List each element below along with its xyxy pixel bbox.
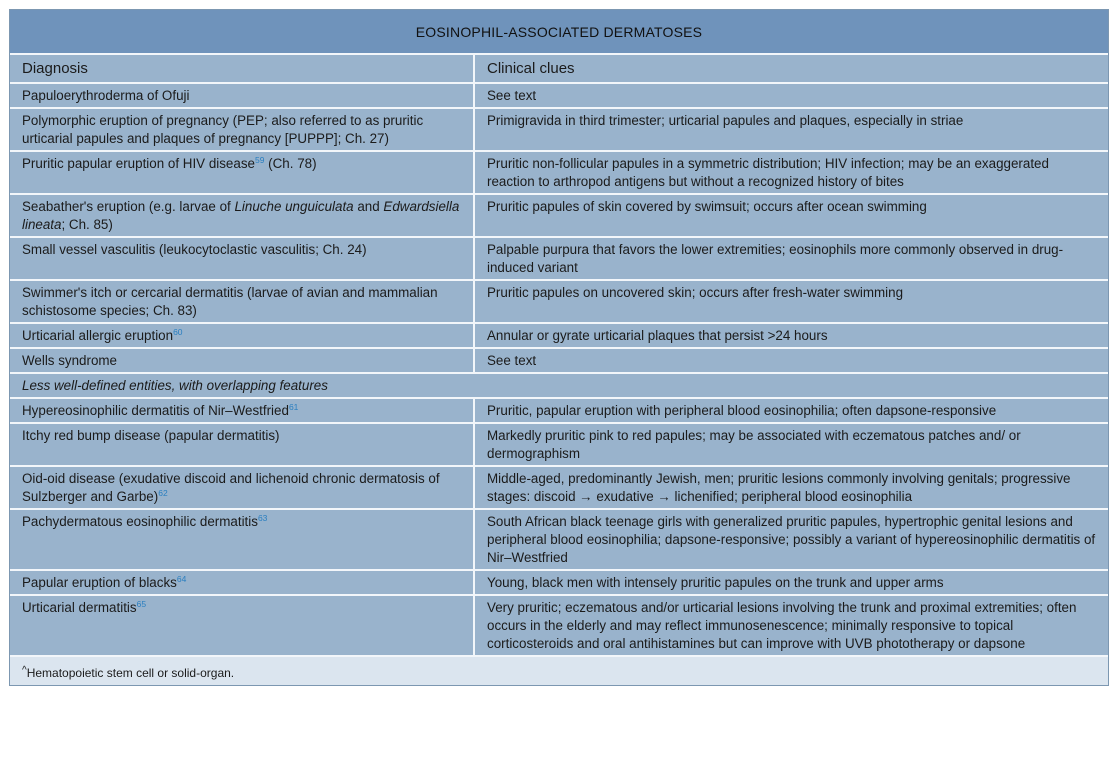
table-row: [10, 595, 1108, 656]
dermatoses-table: [10, 55, 1108, 657]
table-title: EOSINOPHIL-ASSOCIATED DERMATOSES: [10, 10, 1108, 55]
footnote: [10, 657, 1108, 685]
diagnosis-cell: [10, 151, 474, 194]
subheading-row: [10, 373, 1108, 398]
reference-link[interactable]: 62: [158, 488, 168, 498]
diagnosis-text: Papular eruption of blacks: [22, 575, 177, 590]
species-name: Linuche unguiculata: [234, 199, 354, 214]
diagnosis-text-after: ; Ch. 85): [61, 217, 113, 232]
diagnosis-cell: [10, 323, 474, 348]
diagnosis-cell: Polymorphic eruption of pregnancy (PEP; also referred to as pruritic urticarial papules and plaques of pregnancy [PUPPP]; Ch. 27): [10, 108, 474, 151]
clues-cell: See text: [474, 348, 1108, 373]
clues-cell: Very pruritic; eczematous and/or urticarial lesions involving the trunk and proximal extremities; often occurs in the elderly and may reflect immunosenescence; minimally responsive to topical corticosteroids and oral antihistamines but can improve with UVB phototherapy or dapsone: [474, 595, 1108, 656]
diagnosis-cell: Small vessel vasculitis (leukocytoclastic vasculitis; Ch. 24): [10, 237, 474, 280]
diagnosis-cell: Papuloerythroderma of Ofuji: [10, 83, 474, 108]
clues-cell: South African black teenage girls with generalized pruritic papules, hypertrophic genital lesions and peripheral blood eosinophilia; dapsone-responsive; possibly a variant of hypereosinophilic dermatitis of Nir–Westfried: [474, 509, 1108, 570]
table-row: [10, 280, 1108, 323]
clues-cell: Pruritic papules of skin covered by swimsuit; occurs after ocean swimming: [474, 194, 1108, 237]
reference-link[interactable]: 64: [176, 574, 187, 584]
diagnosis-cell: [10, 466, 474, 509]
diagnosis-cell: [10, 194, 474, 237]
diagnosis-cell: Wells syndrome: [10, 348, 474, 373]
header-diagnosis: Diagnosis: [10, 55, 474, 83]
table-row: [10, 348, 1108, 373]
clues-cell: Middle-aged, predominantly Jewish, men; pruritic lesions commonly involving genitals; progressive stages: discoid → exudative → lichenified; peripheral blood eosinophilia: [474, 466, 1108, 509]
clues-cell: Pruritic, papular eruption with peripheral blood eosinophilia; often dapsone-responsive: [474, 398, 1108, 423]
diagnosis-text: Hypereosinophilic dermatitis of Nir–Westfried: [22, 403, 289, 418]
table-row: [10, 509, 1108, 570]
subheading: Less well-defined entities, with overlapping features: [10, 373, 1108, 398]
diagnosis-text: Urticarial dermatitis: [22, 600, 137, 615]
conjunction-text: and: [353, 199, 384, 214]
table-row: [10, 194, 1108, 237]
table-row: [10, 108, 1108, 151]
table-row: [10, 423, 1108, 466]
diagnosis-text: Urticarial allergic eruption: [22, 328, 174, 343]
footnote-symbol: ^: [22, 665, 27, 676]
diagnosis-cell: [10, 509, 474, 570]
diagnosis-text: Pruritic papular eruption of HIV disease: [22, 156, 255, 171]
table-row: [10, 570, 1108, 595]
clues-cell: Annular or gyrate urticarial plaques that persist >24 hours: [474, 323, 1108, 348]
reference-link[interactable]: 63: [257, 513, 268, 523]
diagnosis-cell: [10, 595, 474, 656]
diagnosis-cell: [10, 570, 474, 595]
clues-cell: Markedly pruritic pink to red papules; may be associated with eczematous patches and/ or dermographism: [474, 423, 1108, 466]
clues-cell: Palpable purpura that favors the lower extremities; eosinophils more commonly observed in drug-induced variant: [474, 237, 1108, 280]
species-name: Edwardsiella lineata: [22, 199, 460, 232]
diagnosis-text: Seabather's eruption (e.g. larvae of: [22, 199, 235, 214]
table-row: [10, 466, 1108, 509]
table-row: [10, 237, 1108, 280]
diagnosis-cell: Itchy red bump disease (papular dermatitis): [10, 423, 474, 466]
clues-cell: Pruritic papules on uncovered skin; occurs after fresh-water swimming: [474, 280, 1108, 323]
reference-link[interactable]: 65: [136, 599, 147, 609]
clues-cell: See text: [474, 83, 1108, 108]
header-row: [10, 55, 1108, 83]
diagnosis-text: Oid-oid disease (exudative discoid and lichenoid chronic dermatosis of Sulzberger and Garbe): [22, 471, 440, 504]
clues-cell: Primigravida in third trimester; urticarial papules and plaques, especially in striae: [474, 108, 1108, 151]
clues-cell: Young, black men with intensely pruritic papules on the trunk and upper arms: [474, 570, 1108, 595]
table-row: [10, 323, 1108, 348]
reference-link[interactable]: 61: [288, 402, 299, 412]
diagnosis-text: Pachydermatous eosinophilic dermatitis: [22, 514, 258, 529]
diagnosis-text-after: (Ch. 78): [264, 156, 317, 171]
footnote-text: Hematopoietic stem cell or solid-organ.: [26, 666, 235, 680]
reference-link[interactable]: 60: [173, 327, 183, 337]
clues-cell: Pruritic non-follicular papules in a symmetric distribution; HIV infection; may be an exaggerated reaction to arthropod antigens but without a recognized history of bites: [474, 151, 1108, 194]
diagnosis-cell: [10, 398, 474, 423]
header-clinical-clues: Clinical clues: [474, 55, 1108, 83]
reference-link[interactable]: 59: [254, 155, 265, 165]
table-row: [10, 398, 1108, 423]
table-row: [10, 83, 1108, 108]
table-row: [10, 151, 1108, 194]
diagnosis-cell: Swimmer's itch or cercarial dermatitis (larvae of avian and mammalian schistosome species; Ch. 83): [10, 280, 474, 323]
eosinophil-dermatoses-table-box: [9, 9, 1109, 686]
